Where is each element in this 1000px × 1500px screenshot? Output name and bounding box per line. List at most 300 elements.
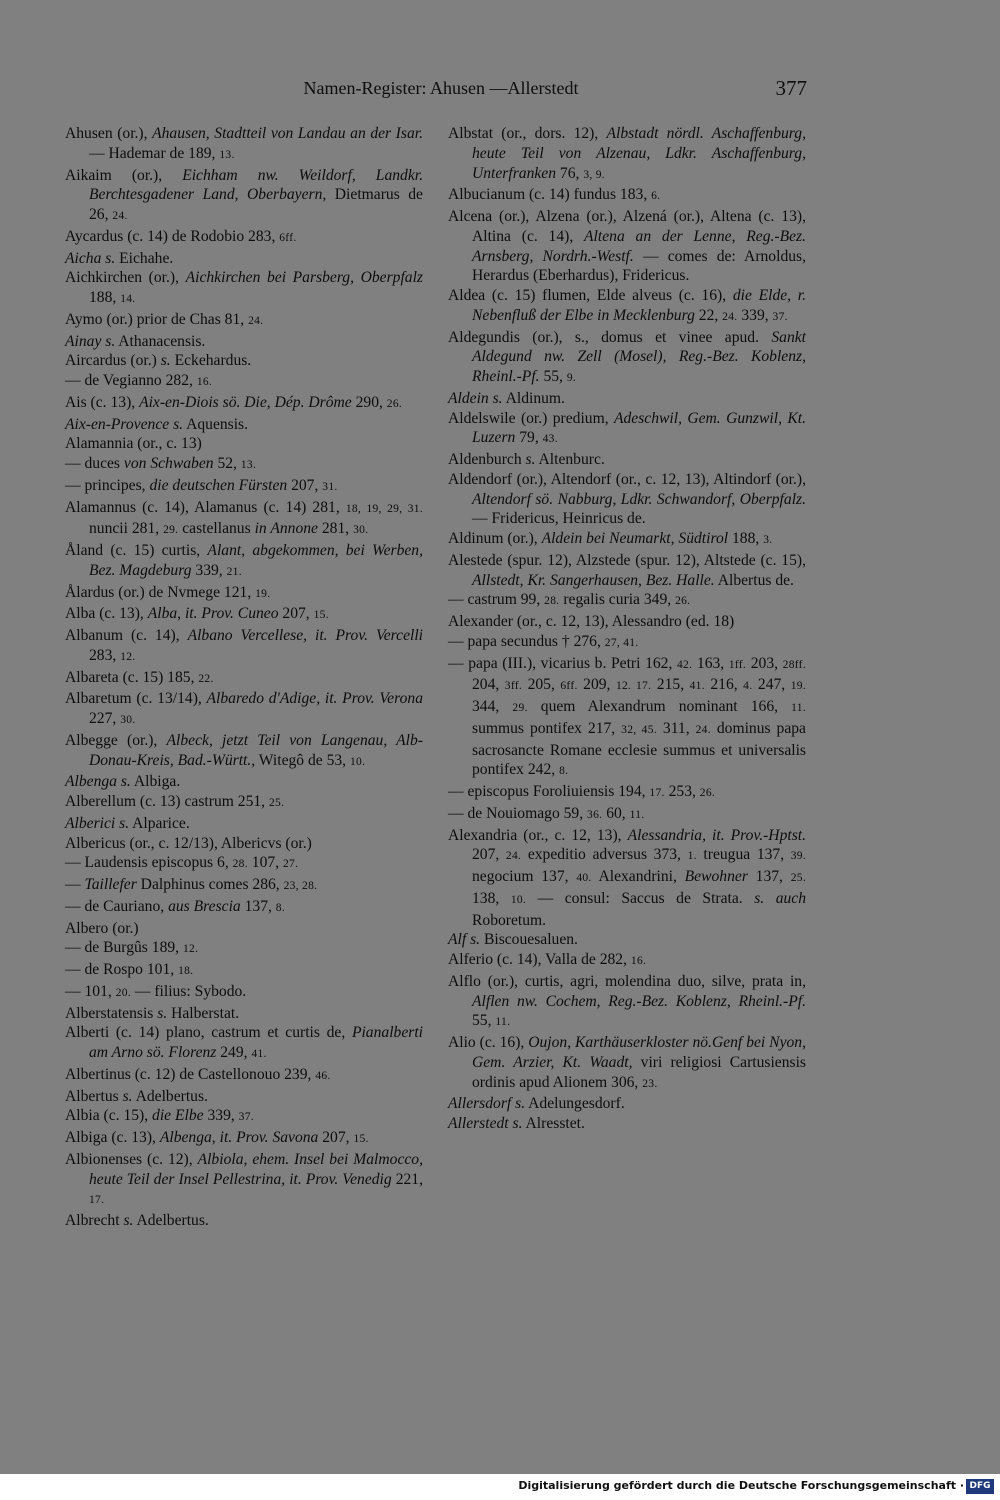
line-ref: 22. [198,672,214,685]
entry-text: Albertus [65,1087,123,1105]
index-entry [65,853,423,875]
index-entry [448,450,806,470]
line-ref: 15. [353,1133,369,1145]
entry-text: Aircardus (or.) [65,352,161,370]
index-entry [448,328,806,389]
index-entry [65,731,423,773]
entry-text: 22, [694,306,723,324]
line-ref: 28. [232,858,248,871]
dfg-logo: DFG [966,1479,994,1494]
entry-text: — episcopus Foroliuiensis 194, [448,783,650,800]
entry-text: Alio (c. 16), [448,1034,529,1051]
line-ref: 11. [495,1016,511,1029]
index-entry [65,268,423,310]
entry-text: 76, [556,164,584,182]
entry-text: 188, [89,289,121,306]
entry-text: — de Cauriano, [65,897,169,915]
index-entry [65,1106,423,1128]
index-column-right [448,124,806,1134]
line-ref: 17. [89,1194,105,1207]
entry-text: 253, [664,783,700,800]
line-ref: 6. [651,190,661,203]
line-ref: 16. [630,955,647,967]
entry-text: Albiga (c. 13), [65,1129,160,1146]
entry-text: — de Burgûs 189, [65,939,183,957]
line-ref: 13. [219,148,235,161]
line-ref: 26. [386,397,403,410]
line-ref: 31. [322,480,338,493]
entry-italic: Altena an der Lenne, Reg.-Bez. Arnsberg, Nordrh.-Westf. [472,227,807,265]
entry-italic: von Schwaben [123,455,214,472]
index-entry [65,834,423,854]
entry-italic: Altendorf sö. Nabburg, Ldkr. Schwandorf, Oberpfalz. [472,490,806,508]
funding-notice: Digitalisierung gefördert durch die Deutsche Forschungsgemeinschaft · [518,1479,964,1492]
entry-text: — consul: Saccus de Strata. [526,889,755,907]
entry-italic: Albeck, jetzt Teil von Langenau, Alb-Donau-Kreis, Bad.-Württ., [89,731,423,769]
index-entry [65,434,423,454]
entry-italic: Taillefer [84,876,137,893]
entry-text: Aymo (or.) prior de Chas 81, [65,310,249,328]
index-entry [448,389,806,409]
entry-text: Aldegundis (or.), s., domus et vinee apud. [448,328,772,346]
line-ref: 28. [544,595,560,608]
line-ref: 32, 45. [621,723,657,736]
index-entry [65,1128,423,1150]
entry-text: Alberti (c. 14) plano, castrum et curtis de, [65,1024,352,1042]
entry-text: Aikaim (or.), [65,166,183,184]
entry-italic: Albiola, ehem. Insel bei Malmocco, heute Teil der Insel Pellestrina, it. Prov. Venedig [89,1150,423,1188]
entry-text: 55, [539,368,567,385]
index-entry [448,930,806,950]
entry-text: Albaretum (c. 13/14), [65,690,207,708]
page-header [65,76,807,106]
entry-text: 52, [213,455,241,472]
entry-text: Albero (or.) [65,919,139,937]
entry-text: Eckehardus. [170,352,252,370]
footer-bar [0,1474,1000,1500]
index-entry [448,185,806,207]
line-ref: 19. [790,680,806,693]
entry-text: quem Alexandrum nominant 166, [527,698,792,715]
line-ref: 28ff. [782,658,806,671]
entry-text: Albiga. [130,773,181,791]
index-entry [448,470,806,529]
entry-italic: Bewohner [684,868,748,885]
entry-text: 209, [577,676,616,694]
entry-text: Alexandria (or., c. 12, 13), [448,826,628,844]
entry-italic: s. [123,1212,134,1229]
entry-italic: Aix-en-Diois sö. Die, Dép. Drôme [139,393,352,411]
entry-text: Alferio (c. 14), Valla de 282, [448,951,631,968]
entry-italic: s. [160,352,171,370]
index-entry [65,919,423,939]
entry-italic: Allersdorf s. [448,1095,526,1113]
entry-text: Albia (c. 15), [65,1107,153,1125]
line-ref: 25. [268,797,285,809]
entry-text: — filius: Sybodo. [130,982,247,1000]
entry-text: Aldenburch [448,451,526,468]
index-entry [448,529,806,551]
entry-italic: Eichham nw. Weildorf, Landkr. Berchtesgadener Land, Oberbayern, [89,166,423,204]
entry-text: dominus papa sacrosancte Romane ecclesie summus et universalis pontifex 242, [472,719,806,779]
entry-text: Adelungesdorf. [525,1095,625,1113]
entry-italic: Albano Vercellese, it. Prov. Vercelli [187,627,423,644]
entry-text: Dietmarus de 26, [89,186,423,223]
entry-text: Aldendorf (or.), Altendorf (or., c. 12, 13), Altindorf (or.), [448,470,806,488]
index-entry [448,612,806,632]
line-ref: 36. [587,808,603,821]
index-entry [65,604,423,626]
index-entry [65,960,423,982]
index-entry [65,541,423,583]
entry-text: 283, [89,646,121,664]
entry-text: Alexander (or., c. 12, 13), Alessandro (ed. 18) [448,613,735,630]
entry-text: 207, [472,846,506,864]
line-ref: 3. [763,534,773,546]
index-entry [65,1211,423,1231]
line-ref: 3, 9. [583,168,605,181]
entry-italic: die Elde, r. Nebenfluß der Elbe in Mecklenburg [472,287,806,324]
index-entry [65,1087,423,1107]
line-ref: 12. [182,943,199,956]
line-ref: 24. [112,210,128,222]
entry-text: 204, [472,676,505,694]
index-entry [65,814,423,834]
entry-text: — 101, [65,982,116,1000]
index-entry [65,124,423,166]
entry-text: — Fridericus, Heinricus de. [472,510,646,528]
index-entry [65,689,423,731]
line-ref: 11. [791,702,807,714]
line-ref: 8. [275,901,286,914]
line-ref: 41. [251,1048,267,1060]
line-ref: 26. [675,595,691,608]
entry-italic: Alflen nw. Cochem, Reg.-Bez. Koblenz, Rheinl.-Pf. [472,992,806,1010]
entry-text: Aldea (c. 15) flumen, Elde alveus (c. 16), [448,287,733,304]
index-entry [65,938,423,960]
line-ref: 9. [566,372,577,384]
entry-text: 221, [391,1170,423,1188]
index-entry [65,454,423,476]
line-ref: 20. [115,986,131,999]
entry-text: Alexandrini, [591,868,685,885]
index-entry [448,590,806,612]
index-entry [448,286,806,328]
entry-text: 215, [651,676,690,694]
entry-text: Albareta (c. 15) 185, [65,668,199,686]
line-ref: 42. [677,658,693,671]
entry-text: 138, [472,889,511,907]
entry-text: Ais (c. 13), [65,393,140,411]
line-ref: 23. [642,1077,658,1090]
entry-text: Ahusen (or.), [65,125,153,142]
line-ref: 46. [315,1069,331,1082]
line-ref: 29. [163,524,179,537]
entry-text: Adelbertus. [132,1087,208,1105]
entry-text: Aldelswile (or.) predium, [448,409,614,427]
index-entry [65,1065,423,1087]
line-ref: 14. [120,293,136,305]
entry-text: Åland (c. 15) curtis, [65,542,208,559]
entry-text: 137, [240,897,276,915]
index-entry [448,1033,806,1094]
entry-text: Aichkirchen (or.), [65,269,186,287]
line-ref: 10. [349,755,366,768]
line-ref: 18, 19, 29, 31. [345,502,424,515]
entry-italic: s. [122,1087,133,1105]
line-ref: 19. [255,587,271,600]
entry-text: Altenburc. [535,451,605,468]
line-ref: 12. [120,650,136,663]
entry-italic: s. [525,451,536,468]
entry-text: — Laudensis episcopus 6, [65,854,233,872]
index-entry [65,982,423,1004]
entry-text: Eichahe. [115,249,174,267]
line-ref: 17. [649,787,665,799]
line-ref: 41. [689,680,705,693]
entry-text: regalis curia 349, [559,591,676,609]
entry-text: 249, [216,1044,252,1061]
entry-text: 339, [191,561,227,579]
entry-italic: Alba, it. Prov. Cuneo [147,605,279,623]
entry-text: Albanum (c. 14), [65,627,188,644]
index-entry [65,583,423,605]
entry-text: — Hademar de 189, [89,144,220,162]
index-entry [65,792,423,814]
entry-text: 281, [317,520,354,538]
entry-italic: Pianalberti am Arno sö. Florenz [89,1024,423,1061]
line-ref: 40. [576,872,592,884]
entry-text: viri religiosi Cartusiensis ordinis apud Alionem 306, [472,1053,806,1091]
entry-text: Alamannus (c. 14), Alamanus (c. 14) 281, [65,498,346,516]
entry-italic: Ainay s. [65,332,116,350]
entry-text: castellanus [178,520,255,538]
line-ref: 1ff. [728,658,747,671]
entry-text: Aldinum (or.), [448,530,542,547]
entry-text: Alberstatensis [65,1004,158,1022]
entry-text: 247, [752,676,791,694]
index-entry [65,332,423,352]
line-ref: 37. [238,1111,254,1124]
entry-italic: Alberici s. [65,814,130,832]
index-entry [65,498,423,542]
index-entry [448,409,806,451]
entry-italic: in Annone [254,520,318,538]
index-entry [448,804,806,826]
line-ref: 25. [790,872,806,884]
line-ref: 16. [196,376,213,388]
index-entry [448,782,806,804]
entry-text: 107, [247,854,283,872]
entry-text: 207, [287,476,323,494]
line-ref: 27, 41. [604,636,639,649]
entry-text: 188, [728,530,764,547]
index-entry [448,207,806,286]
line-ref: 24. [505,850,522,863]
entry-text: Aycardus (c. 14) de Rodobio 283, [65,227,280,245]
index-entry [65,249,423,269]
entry-text: 207, [318,1129,354,1146]
entry-italic: Alant, abgekommen, bei Werben, Bez. Magdeburg [89,542,424,579]
index-entry [65,668,423,690]
index-entry [65,310,423,332]
line-ref: 18. [178,965,194,977]
entry-italic: Adeschwil, Gem. Gunzwil, Kt. Luzern [472,409,806,447]
index-entry [65,371,423,393]
entry-text: nuncii 281, [89,520,164,538]
line-ref: 1. [687,850,697,863]
entry-text: Albericus (or., c. 12/13), Albericvs (or.) [65,834,312,852]
entry-italic: Allerstedt s. [448,1115,523,1132]
entry-text: Alberellum (c. 13) castrum 251, [65,793,269,810]
page-number: 377 [775,76,807,100]
line-ref: 27. [283,858,299,871]
index-entry [65,166,423,227]
entry-italic: Albstadt nördl. Aschaffenburg, heute Teil von Alzenau, Ldkr. Aschaffenburg, Unterfranken [472,125,806,182]
entry-text: Ålardus (or.) de Nvmege 121, [65,583,256,601]
line-ref: 21. [226,565,242,578]
entry-text: 79, [515,429,543,447]
entry-italic: die Elbe [152,1107,204,1125]
entry-text: 60, [602,804,630,822]
line-ref: 6ff. [560,680,578,693]
entry-text: — de Rospo 101, [65,961,179,978]
entry-italic: Aldein s. [448,389,503,407]
line-ref: 13. [240,459,257,471]
entry-text: Aldinum. [502,389,565,407]
entry-italic: Albenga, it. Prov. Savona [159,1129,319,1146]
index-entry [65,1004,423,1024]
entry-italic: s. [157,1004,168,1022]
entry-italic: die deutschen Fürsten [149,476,288,494]
line-ref: 39. [790,850,807,863]
entry-italic: s. auch [754,889,807,907]
entry-text: Athanacensis. [115,332,206,350]
entry-text: — duces [65,455,124,472]
index-entry [65,1150,423,1211]
running-title: Namen-Register: Ahusen —Allerstedt [303,78,579,98]
entry-text: 311, [656,719,696,737]
line-ref: 10. [510,893,527,906]
entry-text: — [65,876,85,893]
line-ref: 24. [695,723,711,736]
entry-text: Albucianum (c. 14) fundus 183, [448,186,652,204]
entry-text: Aquensis. [183,415,249,433]
entry-text: 227, [89,710,121,727]
entry-text: Roboretum. [472,911,547,929]
entry-text: 290, [351,393,387,411]
entry-italic: aus Brescia [168,897,241,915]
entry-italic: Aix-en-Provence s. [65,415,184,433]
index-entry [65,626,423,668]
entry-text: Albertinus (c. 12) de Castellonouo 239, [65,1065,316,1083]
entry-italic: Alessandria, it. Prov.-Hptst. [627,826,806,844]
entry-text: Alflo (or.), curtis, agri, molendina duo, silve, prata in, [448,972,806,990]
entry-text: 163, [692,654,729,672]
line-ref: 11. [629,808,645,821]
entry-text: Alcena (or.), Alzena (or.), Alzená (or.), Altena (c. 13), Altina (c. 14), [448,208,806,245]
index-entry [448,826,806,931]
entry-text: — papa secundus † 276, [448,632,605,650]
line-ref: 30. [120,714,136,726]
index-entry [448,950,806,972]
index-entry [448,972,806,1033]
entry-text: Alba (c. 13), [65,605,148,623]
index-entry [448,1114,806,1134]
entry-italic: Allstedt, Kr. Sangerhausen, Bez. Halle. [472,571,715,589]
entry-italic: Aichkirchen bei Parsberg, Oberpfalz [185,269,423,287]
entry-italic: Albenga s. [65,773,131,791]
index-entry [65,415,423,435]
entry-text: Adelbertus. [133,1212,209,1229]
line-ref: 4. [743,680,753,693]
entry-text: Albrecht [65,1212,124,1229]
line-ref: 24. [248,314,264,327]
entry-text: Biscouesaluen. [480,931,578,949]
entry-text: 203, [746,654,783,672]
entry-text: 339, [203,1107,239,1125]
line-ref: 26. [699,787,716,799]
entry-text: Albstat (or., dors. 12), [448,125,607,142]
entry-text: treugua 137, [696,846,791,864]
index-entry [448,124,806,185]
index-entry [65,476,423,498]
line-ref: 15. [313,609,329,622]
entry-text: — de Nouiomago 59, [448,804,588,822]
entry-text: 216, [704,676,744,694]
line-ref: 8. [559,765,569,778]
index-entry [448,1094,806,1114]
entry-text: — de Vegianno 282, [65,372,197,389]
entry-italic: Oujon, Karthäuserkloster nö.Genf bei Nyon, Gem. Arzier, Kt. Waadt, [472,1034,806,1071]
entry-text: 339, [737,306,773,324]
entry-text: summus pontifex 217, [472,719,622,737]
entry-italic: Aicha s. [65,249,116,267]
index-entry [65,393,423,415]
entry-text: Albegge (or.), [65,731,167,749]
entry-text: negocium 137, [472,868,577,885]
line-ref: 24. [722,310,738,323]
line-ref: 30. [353,524,369,537]
entry-text: 205, [522,676,561,694]
entry-text: — papa (III.), vicarius b. Petri 162, [448,654,677,672]
entry-italic: Alf s. [448,931,481,949]
entry-text: — castrum 99, [448,591,545,609]
entry-text: Dalphinus comes 286, [136,876,284,893]
index-entry [65,772,423,792]
index-column-left [65,124,423,1231]
entry-text: 344, [472,698,513,715]
entry-text: Witegô de 53, [255,751,350,769]
line-ref: 23, 28. [283,880,318,892]
line-ref: 37. [772,310,788,323]
entry-text: Alestede (spur. 12), Alzstede (spur. 12), Altstede (c. 15), [448,551,806,569]
entry-text: expeditio adversus 373, [521,846,688,864]
entry-italic: Aldein bei Neumarkt, Südtirol [541,530,729,547]
entry-text: Alparice. [129,814,190,832]
entry-text: Albionenses (c. 12), [65,1150,198,1168]
index-entry [65,227,423,249]
index-entry [448,632,806,654]
entry-text: 137, [747,868,791,885]
entry-text: Albertus de. [714,571,794,589]
index-entry [65,875,423,897]
line-ref: 3ff. [504,680,523,693]
entry-text: Halberstat. [167,1004,240,1022]
index-entry [448,551,806,591]
line-ref: 29. [512,702,528,714]
line-ref: 12. 17. [615,680,652,693]
